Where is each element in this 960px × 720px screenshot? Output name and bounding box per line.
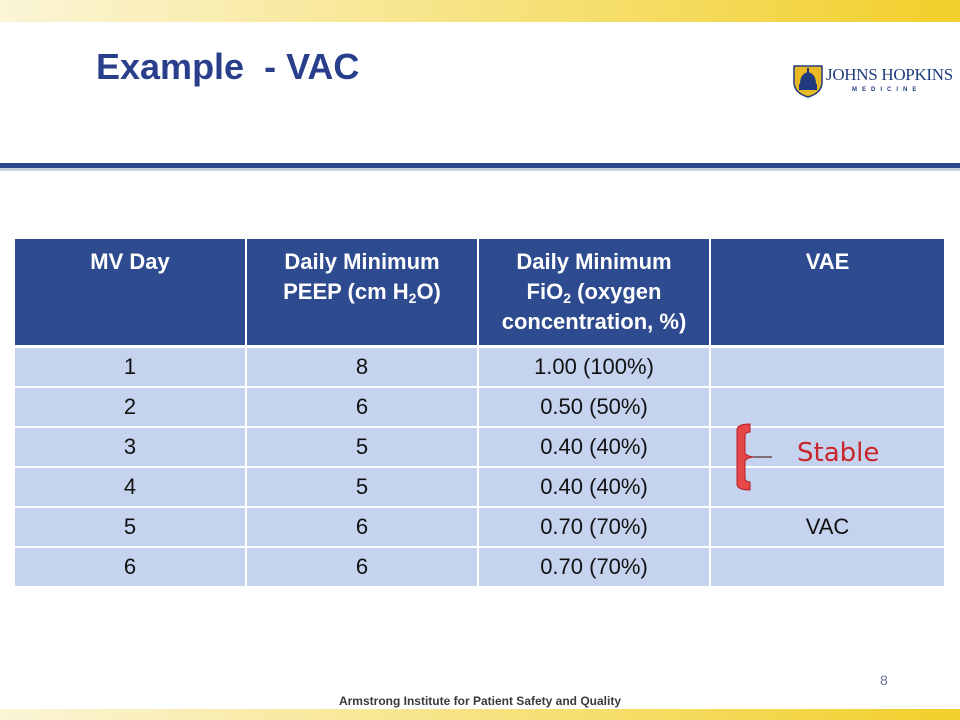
cell-peep: 5 xyxy=(246,427,478,467)
top-gold-band xyxy=(0,0,960,22)
cell-fio2: 0.70 (70%) xyxy=(478,547,710,586)
cell-peep: 6 xyxy=(246,387,478,427)
cell-fio2: 0.50 (50%) xyxy=(478,387,710,427)
slide-title: Example - VAC xyxy=(96,46,360,87)
cell-day: 6 xyxy=(15,547,246,586)
cell-peep: 5 xyxy=(246,467,478,507)
cell-peep: 6 xyxy=(246,507,478,547)
table-row xyxy=(15,547,944,586)
vae-example-table xyxy=(15,239,944,586)
stable-annotation: Stable xyxy=(797,438,880,468)
table-row xyxy=(15,467,944,507)
cell-vae xyxy=(710,547,944,586)
table-row xyxy=(15,387,944,427)
table-row xyxy=(15,347,944,388)
header-mv-day: MV Day xyxy=(15,239,246,347)
cell-day: 3 xyxy=(15,427,246,467)
cell-day: 4 xyxy=(15,467,246,507)
cell-fio2: 1.00 (100%) xyxy=(478,347,710,388)
cell-day: 1 xyxy=(15,347,246,388)
cell-fio2: 0.40 (40%) xyxy=(478,467,710,507)
logo-name: JOHNS HOPKINS xyxy=(826,65,953,84)
page-number: 8 xyxy=(880,672,888,688)
cell-vae xyxy=(710,387,944,427)
logo-subtitle: MEDICINE xyxy=(852,87,922,93)
bottom-gold-band xyxy=(0,709,960,720)
cell-vae: VAC xyxy=(710,507,944,547)
johns-hopkins-logo xyxy=(792,60,953,98)
table-row xyxy=(15,507,944,547)
header-peep: Daily Minimum PEEP (cm $H_2O$) xyxy=(246,239,478,347)
cell-peep: 6 xyxy=(246,547,478,586)
cell-day: 5 xyxy=(15,507,246,547)
stable-bracket-icon xyxy=(734,422,774,492)
dome-shield-icon xyxy=(792,60,824,98)
cell-fio2: 0.70 (70%) xyxy=(478,507,710,547)
cell-vae xyxy=(710,347,944,388)
header-rule-shadow xyxy=(0,168,960,171)
footer-text: Armstrong Institute for Patient Safety and Quality xyxy=(338,694,622,708)
cell-day: 2 xyxy=(15,387,246,427)
cell-fio2: 0.40 (40%) xyxy=(478,427,710,467)
cell-peep: 8 xyxy=(246,347,478,388)
header-vae: VAE xyxy=(710,239,944,347)
table-header-row xyxy=(15,239,944,347)
header-fio2: Daily Minimum FiO$_2$ (oxygen concentration, %) xyxy=(478,239,710,347)
